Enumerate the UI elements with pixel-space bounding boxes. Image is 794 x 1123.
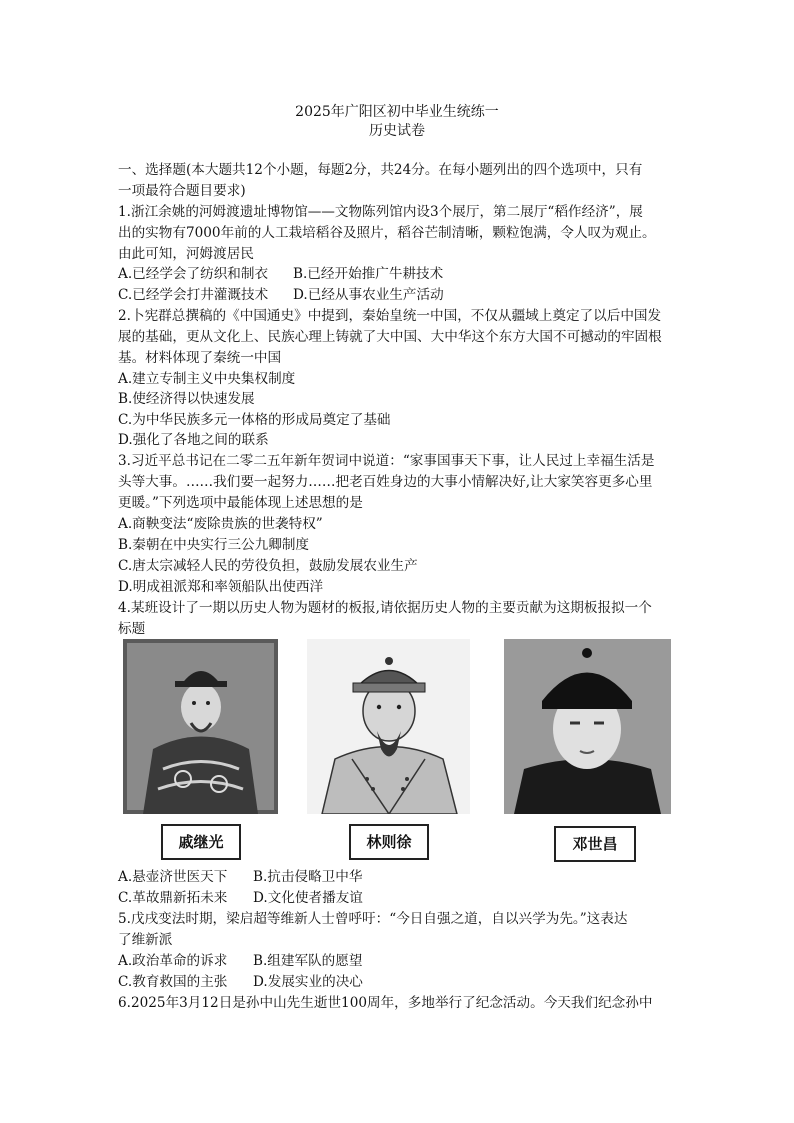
- q5-option-a: A.政治革命的诉求: [118, 953, 228, 969]
- exam-title: 2025年广阳区初中毕业生统练一: [295, 104, 499, 120]
- section-heading-line2: 一项最符合题目要求): [118, 183, 246, 199]
- q5-option-d: D.发展实业的决心: [253, 974, 363, 990]
- q1-options-row1: [118, 264, 443, 284]
- portrait-deng-shichang-image: [504, 639, 671, 814]
- portrait-lin-zexu: [307, 639, 470, 861]
- q3-option-c: C.唐太宗减轻人民的劳役负担，鼓励发展农业生产: [118, 558, 418, 574]
- q1-option-d: D.已经从事农业生产活动: [293, 287, 444, 303]
- q1-options-row2: [118, 285, 444, 305]
- portrait-qi-jiguang-image: [123, 639, 278, 814]
- q1-stem-line3: 由此可知，河姆渡居民: [118, 246, 254, 262]
- q6-stem-line1: 6.2025年3月12日是孙中山先生逝世100周年，多地举行了纪念活动。今天我们纪念孙中: [118, 995, 653, 1011]
- q3-stem-line1: 3.习近平总书记在二零二五年新年贺词中说道：“家事国事天下事，让人民过上幸福生活是: [118, 453, 655, 469]
- q4-stem-line1: 4.某班设计了一期以历史人物为题材的板报,请依据历史人物的主要贡献为这期板报拟一个: [118, 600, 652, 616]
- q5-option-c: C.教育救国的主张: [118, 974, 228, 990]
- q5-options-row2: [118, 972, 363, 992]
- q3-stem-line2: 头等大事。……我们要一起努力……把老百姓身边的大事小情解决好,让大家笑容更多心里: [118, 474, 653, 490]
- portrait-deng-shichang: [504, 639, 671, 861]
- q2-stem-line1: 2.卜宪群总撰稿的《中国通史》中提到，秦始皇统一中国，不仅从疆域上奠定了以后中国发: [118, 308, 662, 324]
- q5-stem-line1: 5.戊戌变法时期，梁启超等维新人士曾呼吁：“今日自强之道，自以兴学为先。”这表达: [118, 911, 628, 927]
- q3-stem-line3: 更暖。”下列选项中最能体现上述思想的是: [118, 495, 363, 511]
- q4-stem-line2: 标题: [118, 621, 146, 637]
- q3-option-b: B.秦朝在中央实行三公九卿制度: [118, 537, 310, 553]
- q2-option-c: C.为中华民族多元一体格的形成局奠定了基础: [118, 412, 391, 428]
- q4-options-row2: [118, 888, 363, 908]
- q1-option-c: C.已经学会打井灌溉技术: [118, 287, 269, 303]
- q4-option-a: A.悬壶济世医天下: [118, 869, 228, 885]
- q1-stem-line1: 1.浙江余姚的河姆渡遗址博物馆——文物陈列馆内设3个展厅，第二展厅“稻作经济”，展: [118, 204, 643, 220]
- section-heading-line1: 一、选择题(本大题共12个小题，每题2分，共24分。在每小题列出的四个选项中，只有: [118, 162, 643, 178]
- portrait-qi-jiguang: [123, 639, 278, 861]
- q1-option-a: A.已经学会了纺织和制衣: [118, 266, 269, 282]
- q3-option-a: A.商鞅变法“废除贵族的世袭特权”: [118, 516, 323, 532]
- portrait-name-qi-jiguang: 戚继光: [161, 824, 241, 860]
- q4-option-d: D.文化使者播友谊: [253, 890, 363, 906]
- portrait-lin-zexu-image: [307, 639, 470, 814]
- q5-options-row1: [118, 951, 362, 971]
- q2-option-d: D.强化了各地之间的联系: [118, 432, 269, 448]
- q4-options-row1: [118, 867, 362, 887]
- q2-option-a: A.建立专制主义中央集权制度: [118, 371, 296, 387]
- q1-stem-line2: 出的实物有7000年前的人工栽培稻谷及照片，稻谷芒制清晰，颗粒饱满，令人叹为观止。: [118, 225, 656, 241]
- portrait-name-deng-shichang: 邓世昌: [554, 826, 636, 862]
- q5-option-b: B.组建军队的愿望: [253, 953, 363, 969]
- q4-option-b: B.抗击侵略卫中华: [253, 869, 363, 885]
- q1-option-b: B.已经开始推广牛耕技术: [293, 266, 444, 282]
- q4-option-c: C.革故鼎新拓未来: [118, 890, 228, 906]
- portrait-name-lin-zexu: 林则徐: [349, 824, 429, 860]
- q5-stem-line2: 了维新派: [118, 932, 173, 948]
- exam-subtitle: 历史试卷: [369, 123, 425, 139]
- q2-stem-line2: 展的基础，更从文化上、民族心理上铸就了大中国、大中华这个东方大国不可撼动的牢固根: [118, 329, 662, 345]
- q3-option-d: D.明成祖派郑和率领船队出使西洋: [118, 579, 324, 595]
- q2-stem-line3: 基。材料体现了秦统一中国: [118, 350, 282, 366]
- q2-option-b: B.使经济得以快速发展: [118, 391, 255, 407]
